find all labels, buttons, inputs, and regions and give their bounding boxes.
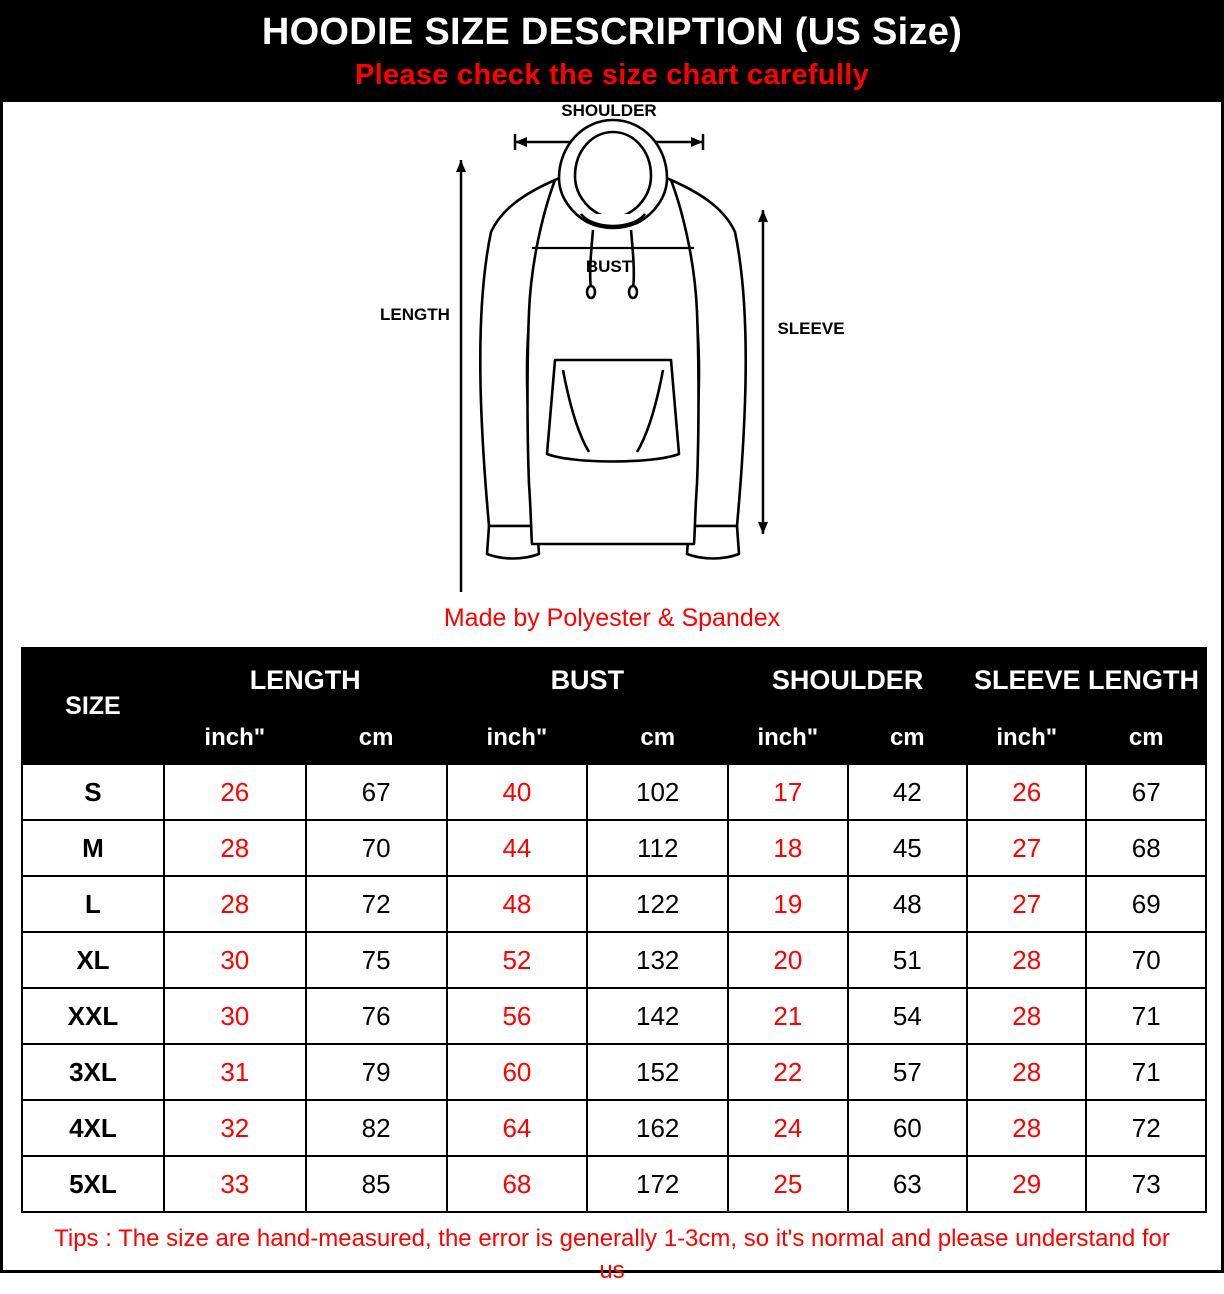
cell-length-cm: 67 [306, 764, 447, 820]
shoulder-arrow-left [515, 137, 527, 147]
cell-sleeve-cm: 72 [1086, 1100, 1206, 1156]
cell-sleeve-cm: 69 [1086, 876, 1206, 932]
cell-length-inch: 26 [164, 764, 306, 820]
hoodie-outline [475, 120, 746, 559]
cell-length-inch: 30 [164, 988, 306, 1044]
header-unit-sleeve-cm: cm [1086, 712, 1206, 764]
cell-shoulder-inch: 24 [728, 1100, 847, 1156]
length-arrow-top [456, 160, 466, 172]
cell-sleeve-inch: 28 [967, 1044, 1086, 1100]
table-row [22, 988, 1206, 1044]
header-size: SIZE [22, 648, 164, 764]
sleeve-arrow-bottom [758, 522, 768, 534]
cell-shoulder-inch: 19 [728, 876, 847, 932]
header-unit-shoulder-inch: inch" [728, 712, 847, 764]
cell-shoulder-inch: 17 [728, 764, 847, 820]
cell-bust-inch: 60 [447, 1044, 588, 1100]
row-size-label: M [22, 820, 164, 876]
cell-shoulder-cm: 45 [848, 820, 967, 876]
header-group-bust: BUST [447, 648, 729, 712]
cell-shoulder-cm: 51 [848, 932, 967, 988]
cell-sleeve-inch: 28 [967, 988, 1086, 1044]
cell-sleeve-cm: 70 [1086, 932, 1206, 988]
cell-length-cm: 75 [306, 932, 447, 988]
table-row [22, 932, 1206, 988]
cell-shoulder-cm: 54 [848, 988, 967, 1044]
cell-bust-cm: 112 [587, 820, 728, 876]
sleeve-label: SLEEVE [777, 319, 845, 338]
row-size-label: 5XL [22, 1156, 164, 1212]
cell-bust-inch: 40 [447, 764, 588, 820]
cell-bust-inch: 64 [447, 1100, 588, 1156]
tips-note: Tips : The size are hand-measured, the error is generally 1-3cm, so it's normal and please understand for us [54, 1225, 1170, 1285]
cell-bust-cm: 172 [587, 1156, 728, 1212]
cell-length-cm: 72 [306, 876, 447, 932]
cell-bust-cm: 152 [587, 1044, 728, 1100]
cell-bust-cm: 142 [587, 988, 728, 1044]
cell-length-inch: 30 [164, 932, 306, 988]
hoodie-illustration-svg [3, 102, 1224, 592]
header-unit-shoulder-cm: cm [848, 712, 967, 764]
cell-shoulder-cm: 42 [848, 764, 967, 820]
header-group-sleeve-length: SLEEVE LENGTH [967, 648, 1206, 712]
table-header-groups [22, 648, 1206, 712]
material-note: Made by Polyester & Spandex [443, 604, 781, 632]
table-row [22, 1156, 1206, 1212]
cell-sleeve-inch: 29 [967, 1156, 1086, 1212]
size-table-container [3, 647, 1221, 1213]
cell-bust-inch: 68 [447, 1156, 588, 1212]
cell-bust-cm: 132 [587, 932, 728, 988]
cell-bust-inch: 52 [447, 932, 588, 988]
cell-shoulder-cm: 48 [848, 876, 967, 932]
cell-length-inch: 32 [164, 1100, 306, 1156]
header [3, 3, 1221, 102]
hoodie-diagram [3, 102, 1221, 602]
header-unit-sleeve-inch: inch" [967, 712, 1086, 764]
header-unit-bust-inch: inch" [447, 712, 588, 764]
shoulder-label: SHOULDER [561, 102, 657, 120]
page-title: HOODIE SIZE DESCRIPTION (US Size) [261, 11, 963, 53]
bust-label: BUST [585, 257, 633, 276]
header-group-length: LENGTH [164, 648, 447, 712]
header-unit-length-cm: cm [306, 712, 447, 764]
cell-sleeve-cm: 68 [1086, 820, 1206, 876]
shoulder-arrow-right [691, 137, 703, 147]
cell-shoulder-inch: 25 [728, 1156, 847, 1212]
cell-sleeve-inch: 28 [967, 1100, 1086, 1156]
cell-sleeve-cm: 73 [1086, 1156, 1206, 1212]
cell-length-inch: 33 [164, 1156, 306, 1212]
cell-shoulder-inch: 22 [728, 1044, 847, 1100]
table-row [22, 820, 1206, 876]
header-subtitle: Please check the size chart carefully [354, 59, 870, 91]
cell-length-inch: 28 [164, 820, 306, 876]
cell-length-inch: 31 [164, 1044, 306, 1100]
length-label: LENGTH [380, 305, 450, 324]
cell-length-cm: 79 [306, 1044, 447, 1100]
table-row [22, 1100, 1206, 1156]
cell-sleeve-cm: 67 [1086, 764, 1206, 820]
row-size-label: 3XL [22, 1044, 164, 1100]
cell-sleeve-cm: 71 [1086, 988, 1206, 1044]
table-row [22, 876, 1206, 932]
cell-shoulder-inch: 21 [728, 988, 847, 1044]
cell-sleeve-inch: 27 [967, 820, 1086, 876]
sleeve-arrow-top [758, 210, 768, 222]
cell-shoulder-inch: 18 [728, 820, 847, 876]
row-size-label: S [22, 764, 164, 820]
table-row [22, 764, 1206, 820]
row-size-label: XL [22, 932, 164, 988]
header-group-shoulder: SHOULDER [728, 648, 967, 712]
table-header-units [22, 712, 1206, 764]
cell-length-cm: 70 [306, 820, 447, 876]
cell-bust-cm: 102 [587, 764, 728, 820]
cell-sleeve-inch: 28 [967, 932, 1086, 988]
cell-shoulder-inch: 20 [728, 932, 847, 988]
cell-length-cm: 82 [306, 1100, 447, 1156]
cell-bust-cm: 122 [587, 876, 728, 932]
cell-bust-inch: 56 [447, 988, 588, 1044]
cell-length-cm: 76 [306, 988, 447, 1044]
cell-sleeve-cm: 71 [1086, 1044, 1206, 1100]
row-size-label: 4XL [22, 1100, 164, 1156]
cell-shoulder-cm: 57 [848, 1044, 967, 1100]
cell-bust-cm: 162 [587, 1100, 728, 1156]
cell-sleeve-inch: 26 [967, 764, 1086, 820]
cell-shoulder-cm: 63 [848, 1156, 967, 1212]
cell-length-cm: 85 [306, 1156, 447, 1212]
header-unit-bust-cm: cm [587, 712, 728, 764]
header-unit-length-inch: inch" [164, 712, 306, 764]
cell-bust-inch: 44 [447, 820, 588, 876]
cell-bust-inch: 48 [447, 876, 588, 932]
cell-shoulder-cm: 60 [848, 1100, 967, 1156]
table-row [22, 1044, 1206, 1100]
cell-length-inch: 28 [164, 876, 306, 932]
size-table [21, 647, 1207, 1213]
cell-sleeve-inch: 27 [967, 876, 1086, 932]
row-size-label: L [22, 876, 164, 932]
row-size-label: XXL [22, 988, 164, 1044]
